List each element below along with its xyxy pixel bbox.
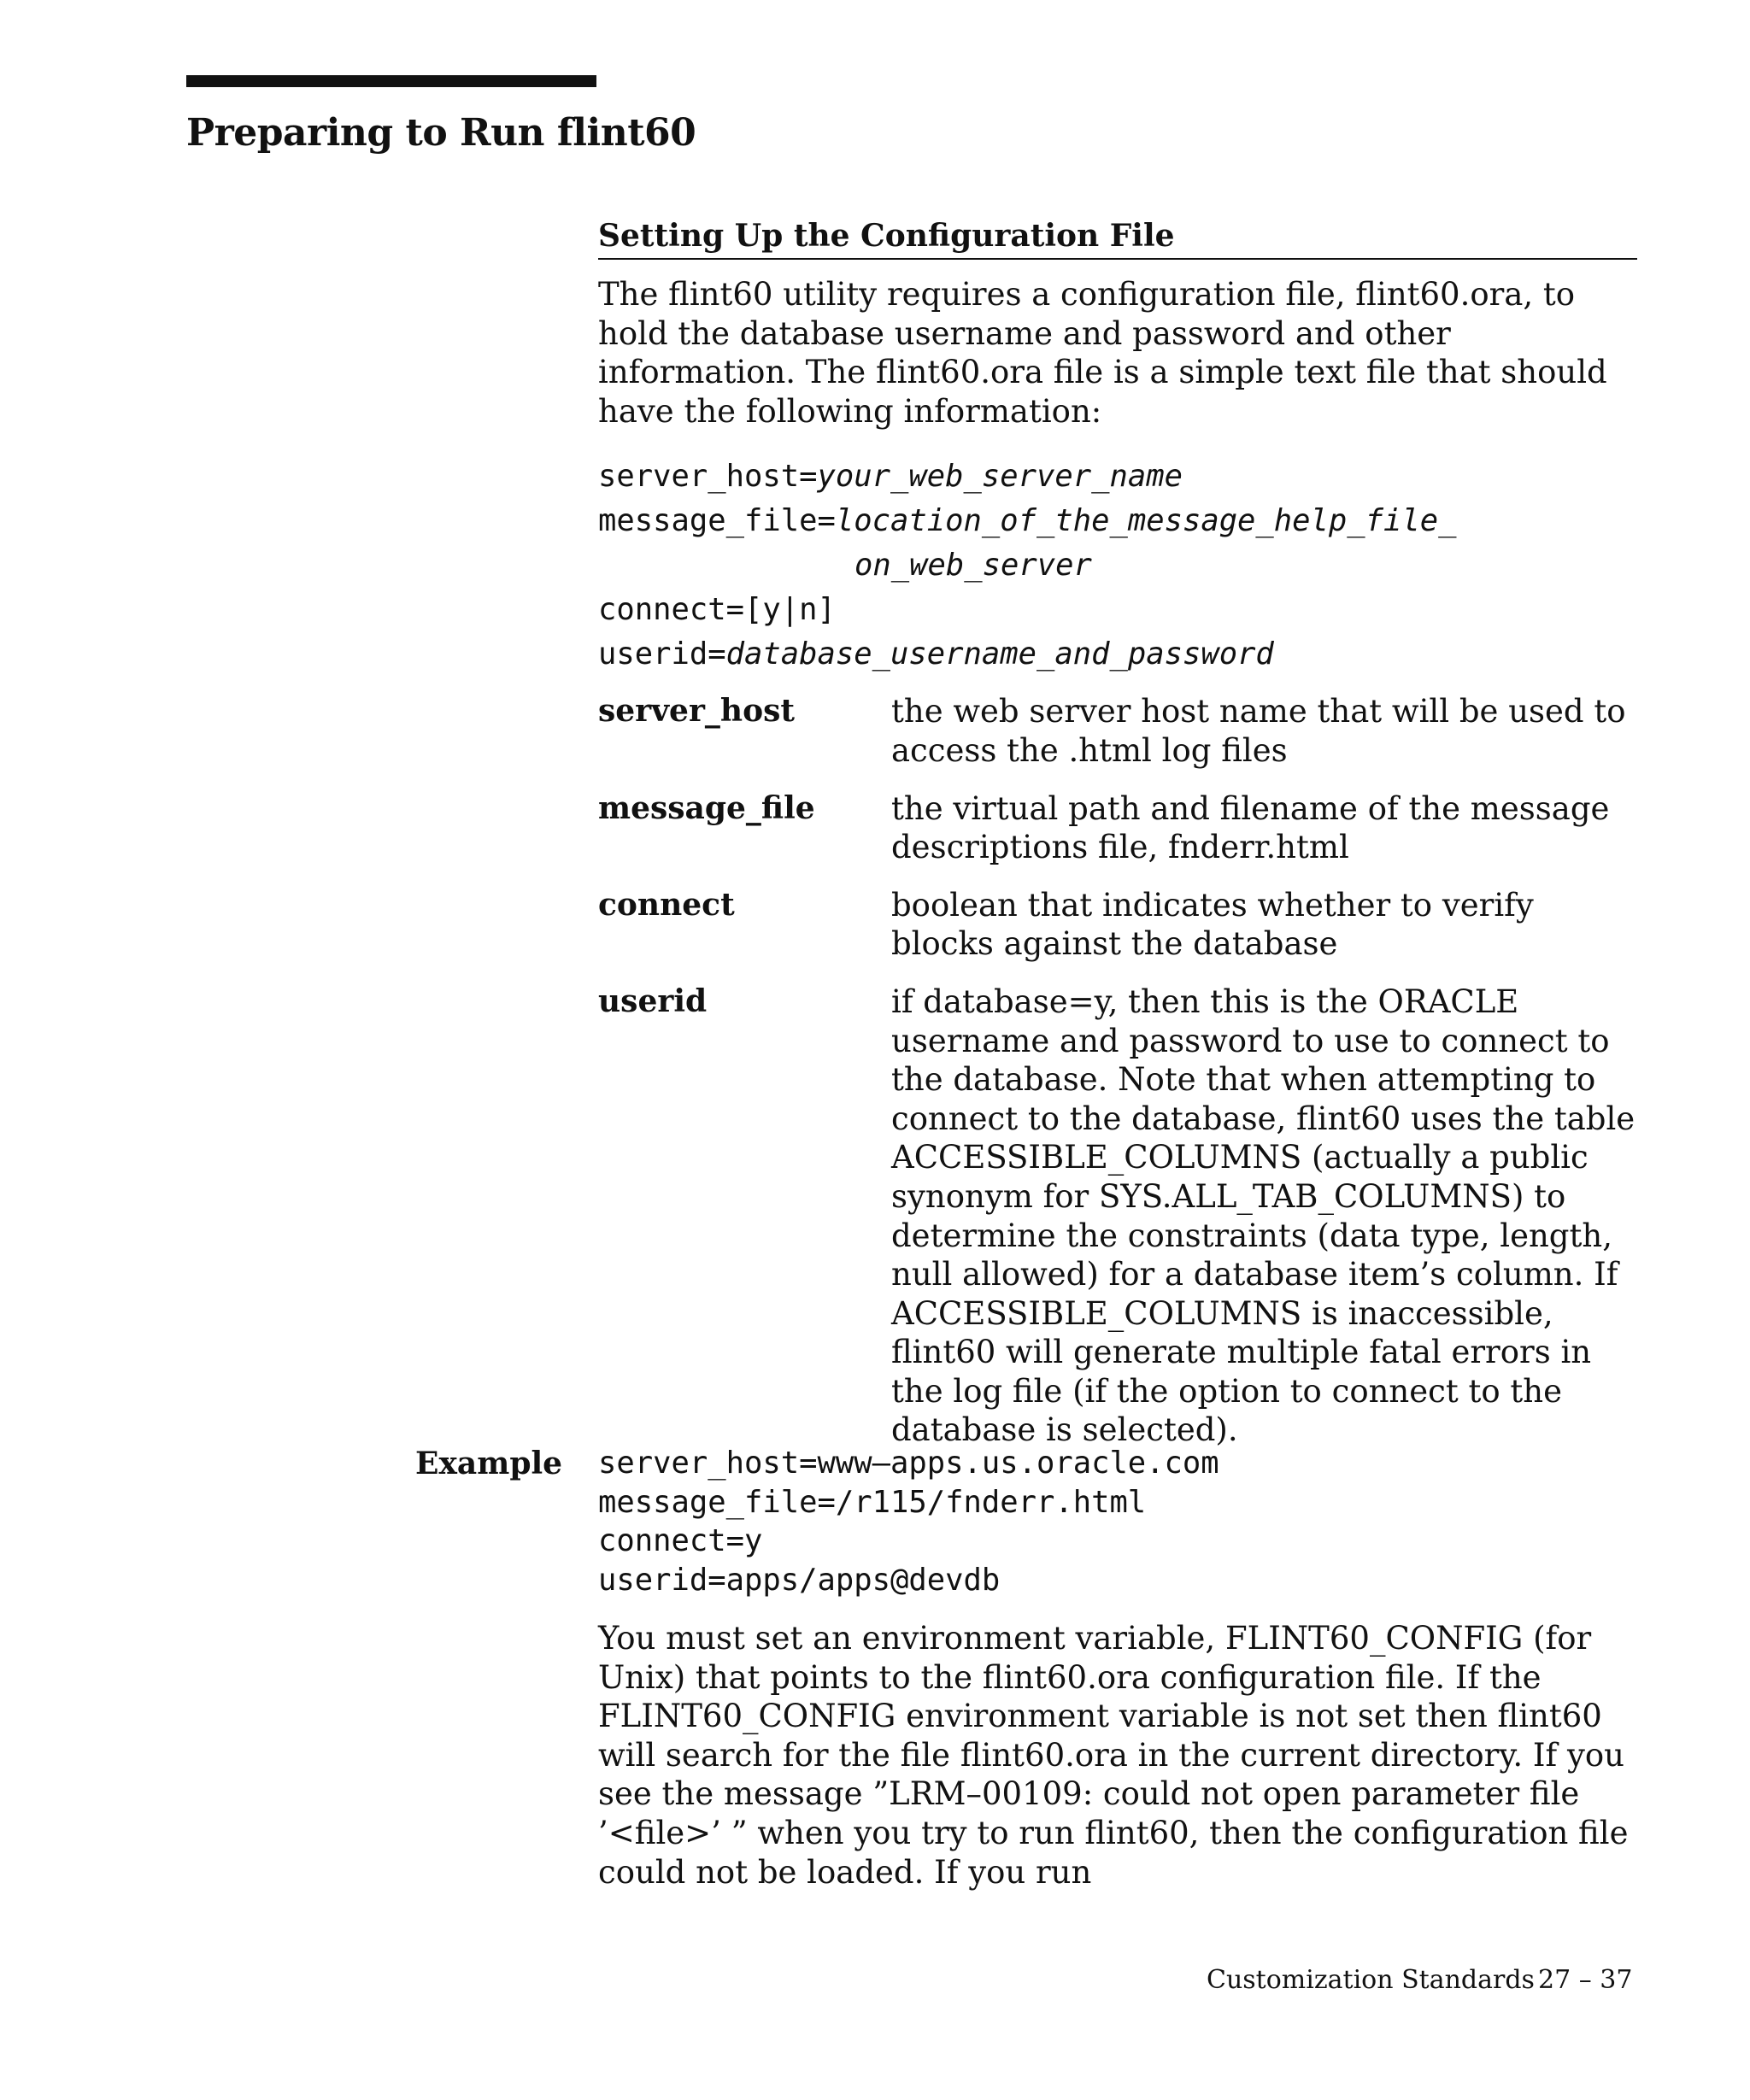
section-title: Preparing to Run flint60 bbox=[186, 111, 696, 155]
parameter-row bbox=[598, 789, 1637, 867]
environment-variable-paragraph: You must set an environment variable, FLINT60_CONFIG (for Unix) that points to the flint60.ora configuration file. If the FLINT60_CONFIG environment variable is not set then flint60 will search for the file flint60.ora in the current directory. If you see the message ”LRM–00109: could not open parameter file ’<file>’ ” when you try to run flint60, then the configuration file could not be loaded. If you run bbox=[598, 1620, 1629, 1891]
example-code-line: server_host=www–apps.us.oracle.com bbox=[598, 1446, 1219, 1481]
config-placeholder: database_username_and_password bbox=[725, 636, 1274, 672]
parameter-name: message_file bbox=[598, 789, 815, 826]
parameter-row bbox=[598, 692, 1637, 770]
config-key: userid= bbox=[598, 636, 726, 672]
config-placeholder: on_web_server bbox=[854, 548, 1092, 584]
parameter-name: userid bbox=[598, 983, 708, 1019]
parameter-description: the web server host name that will be used to access the .html log files bbox=[891, 693, 1626, 769]
config-placeholder: your_web_server_name bbox=[817, 459, 1183, 495]
config-syntax-line bbox=[598, 499, 1637, 543]
intro-paragraph: The flint60 utility requires a configuration file, flint60.ora, to hold the database username and password and other information. The flint60.ora file is a simple text file that should have the following information: bbox=[598, 276, 1607, 430]
config-syntax-line bbox=[598, 543, 1637, 588]
example-code-line: connect=y bbox=[598, 1523, 763, 1559]
page-number: 27 – 37 bbox=[1538, 1965, 1633, 1995]
parameter-name: server_host bbox=[598, 693, 796, 730]
example-label: Example bbox=[415, 1446, 563, 1481]
example-code-block bbox=[598, 1444, 1219, 1599]
example-code-line: userid=apps/apps@devdb bbox=[598, 1562, 1001, 1598]
main-content bbox=[598, 215, 1637, 1469]
example-code-line: message_file=/r115/fnderr.html bbox=[598, 1484, 1147, 1520]
config-key: message_file= bbox=[598, 503, 836, 539]
config-syntax-block bbox=[598, 455, 1637, 677]
parameter-row bbox=[598, 983, 1637, 1450]
parameter-description: boolean that indicates whether to verify blocks against the database bbox=[891, 886, 1534, 963]
section-rule bbox=[186, 75, 596, 87]
config-placeholder: location_of_the_message_help_file_ bbox=[835, 503, 1457, 539]
config-key: server_host= bbox=[598, 459, 818, 495]
parameter-list bbox=[598, 692, 1637, 1450]
parameter-description: the virtual path and filename of the message descriptions file, fnderr.html bbox=[891, 789, 1610, 866]
parameter-description: if database=y, then this is the ORACLE username and password to use to connect to the database. Note that when attempting to connect to the database, flint60 uses the table ACCESSIBLE_COLUMNS (actually a public synonym for SYS.ALL_TAB_COLUMNS) to determine the constraints (data type, length, null allowed) for a database item’s column. If ACCESSIBLE_COLUMNS is inaccessible, flint60 will generate multiple fatal errors in the log file (if the option to connect to the database is selected). bbox=[891, 983, 1635, 1449]
parameter-row bbox=[598, 886, 1637, 964]
footer-title: Customization Standards bbox=[1207, 1965, 1535, 1995]
parameter-name: connect bbox=[598, 886, 735, 923]
config-syntax-line: connect=[y|n] bbox=[598, 592, 836, 628]
subsection-title: Setting Up the Configuration File bbox=[598, 215, 1637, 260]
config-syntax-line bbox=[598, 455, 1637, 499]
config-syntax-line bbox=[598, 632, 1637, 677]
